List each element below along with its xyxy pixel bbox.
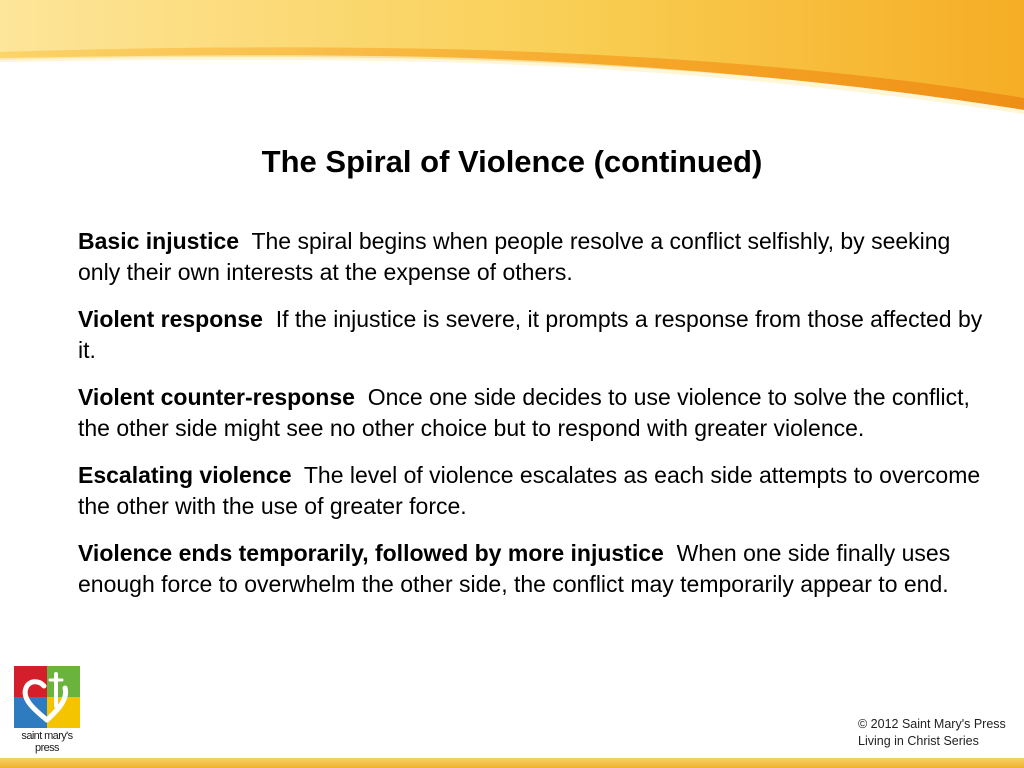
- header-banner: [0, 0, 1024, 120]
- logo-mark-icon: [14, 666, 80, 728]
- paragraph-violence-ends: [78, 538, 998, 600]
- term-label: Escalating violence: [78, 462, 292, 488]
- saint-marys-press-logo: [14, 666, 80, 754]
- term-description: When one side finally uses enough force to overwhelm the other side, the conflict may temporarily appear to end.: [78, 540, 951, 597]
- term-description: If the injustice is severe, it prompts a response from those affected by it.: [78, 306, 983, 363]
- term-description: The spiral begins when people resolve a conflict selfishly, by seeking only their own interests at the expense of others.: [78, 228, 951, 285]
- paragraph-escalating-violence: [78, 460, 998, 522]
- term-description: Once one side decides to use violence to solve the conflict, the other side might see no other choice but to respond with greater violence.: [78, 384, 970, 441]
- term-description: The level of violence escalates as each side attempts to overcome the other with the use of greater force.: [78, 462, 981, 519]
- term-label: Violence ends temporarily, followed by more injustice: [78, 540, 664, 566]
- slide-body: [78, 226, 998, 600]
- paragraph-basic-injustice: [78, 226, 998, 288]
- footer-bar: [0, 758, 1024, 768]
- term-label: Basic injustice: [78, 228, 240, 254]
- paragraph-violent-counter-response: [78, 382, 998, 444]
- series-text: Living in Christ Series: [858, 734, 979, 748]
- paragraph-violent-response: [78, 304, 998, 366]
- copyright-text: © 2012 Saint Mary's Press: [858, 717, 1006, 731]
- term-label: Violent response: [78, 306, 263, 332]
- logo-wordmark: saint mary's press: [21, 730, 73, 754]
- term-label: Violent counter-response: [78, 384, 355, 410]
- footer-credits: [858, 716, 1006, 750]
- slide-title: The Spiral of Violence (continued): [261, 144, 763, 179]
